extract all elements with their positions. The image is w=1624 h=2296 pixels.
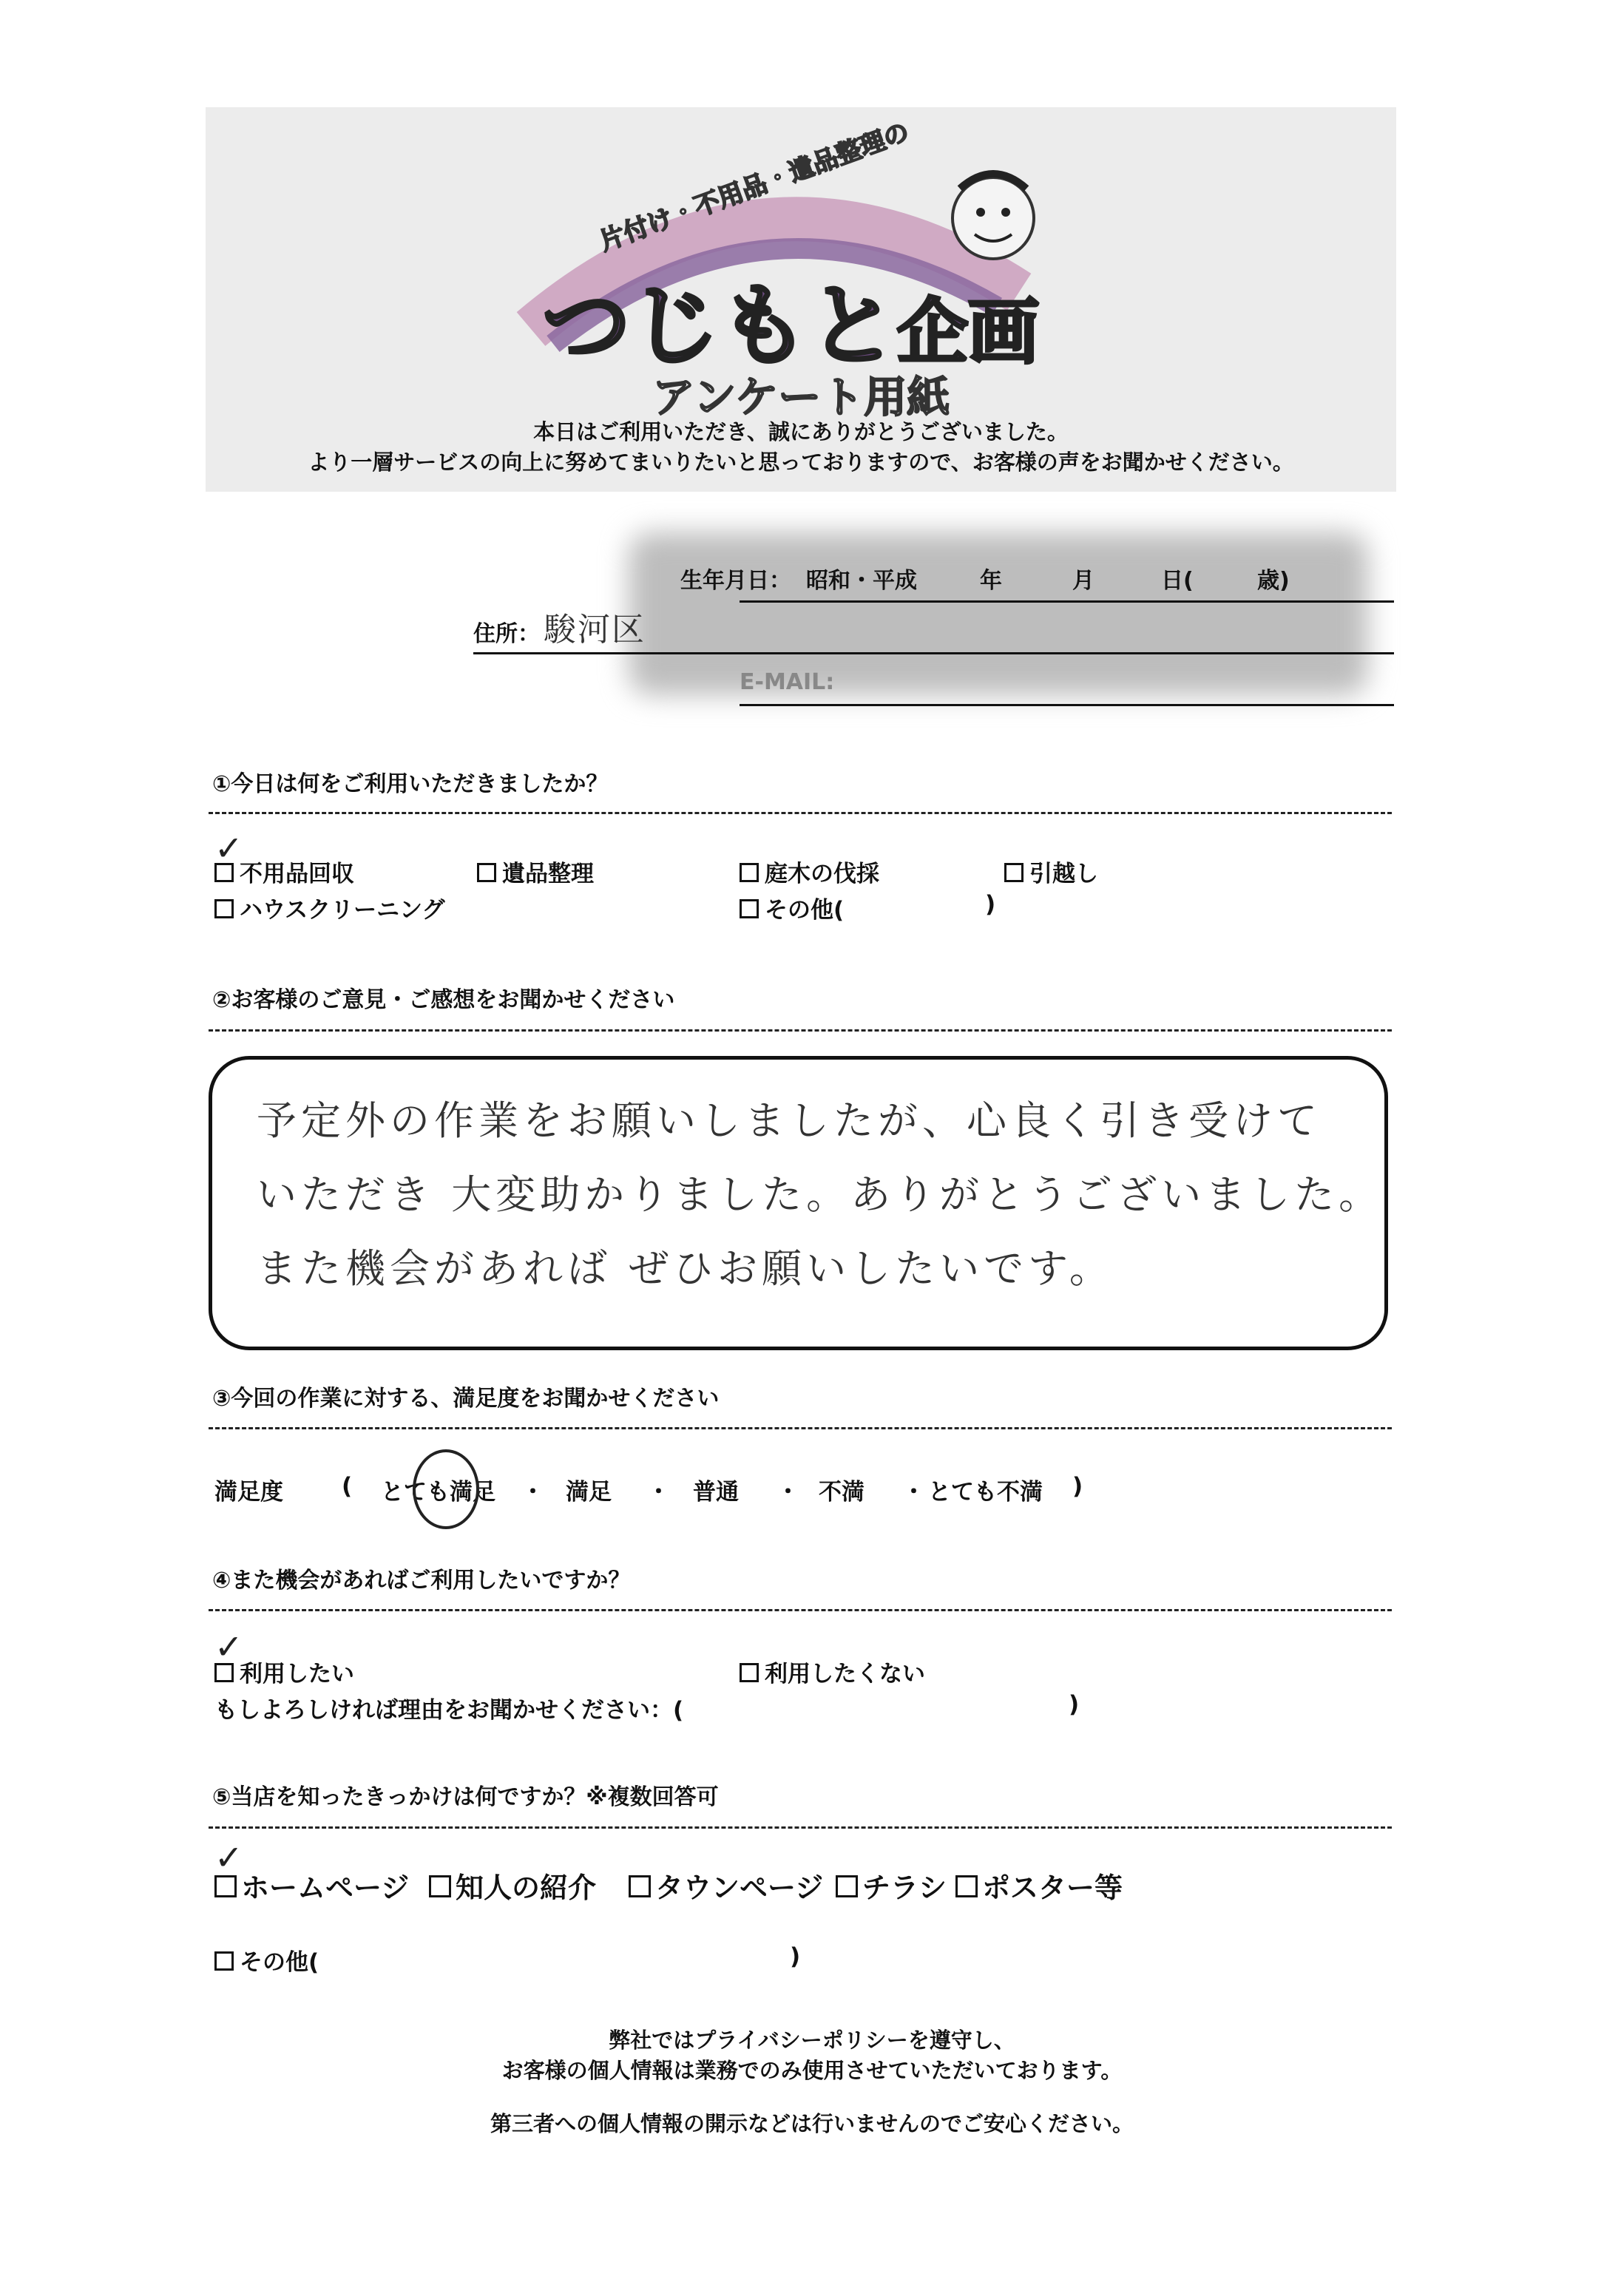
q4-option-no[interactable]: 利用したくない — [740, 1655, 925, 1688]
q5-option-homepage[interactable]: ホームページ — [214, 1865, 409, 1906]
logo-accent: 企画 — [897, 291, 1039, 373]
age-label: 歳) — [1257, 568, 1290, 594]
form-subtitle: アンケート用紙 — [652, 372, 950, 422]
q1-option-fuyouhin[interactable]: 不用品回収 — [214, 855, 354, 888]
privacy-line-3: 第三者への個人情報の開示などは行いませんのでご安心ください。 — [490, 2111, 1134, 2136]
q1-option-niwaki[interactable]: 庭木の伐採 — [740, 855, 879, 888]
q1-option-ihin[interactable]: 遺品整理 — [477, 855, 594, 888]
q1-title: ①今日は何をご利用いただきましたか？ — [212, 771, 609, 797]
q1-other-close: ) — [985, 891, 996, 918]
q3-divider — [209, 1427, 1392, 1429]
q3-title: ③今回の作業に対する、満足度をお聞かせください — [212, 1386, 720, 1412]
q1-check-mark: ✓ — [214, 828, 243, 868]
satisfaction-satisfied[interactable]: 満足 — [566, 1479, 612, 1506]
comment-box[interactable] — [209, 1056, 1388, 1350]
satisfaction-open-paren: ( — [342, 1473, 353, 1500]
q4-reason-label: もしよろしければ理由をお聞かせください：( — [214, 1697, 684, 1724]
q1-option-other[interactable]: その他( — [740, 891, 844, 924]
q1-divider — [209, 812, 1392, 814]
q4-option-yes[interactable]: 利用したい — [214, 1655, 354, 1688]
q5-option-townpage[interactable]: タウンページ — [629, 1865, 823, 1906]
satisfaction-very-dissatisfied[interactable]: とても不満 — [928, 1479, 1043, 1506]
q4-check-mark: ✓ — [214, 1627, 243, 1667]
arc-text: 片付け・不用品・遺品整理の — [595, 117, 913, 257]
privacy-line-2: お客様の個人情報は業務でのみ使用させていただいております。 — [501, 2058, 1123, 2083]
separator-3: ・ — [777, 1479, 799, 1506]
q5-option-other[interactable]: その他( — [214, 1943, 319, 1977]
era-options: 昭和・平成 — [806, 568, 917, 594]
satisfaction-very-satisfied[interactable]: とても満足 — [381, 1479, 495, 1506]
month-label: 月 — [1072, 568, 1094, 594]
separator-4: ・ — [902, 1479, 925, 1506]
q1-option-house-cleaning[interactable]: ハウスクリーニング — [214, 891, 444, 924]
birthdate-label: 生年月日： — [680, 568, 791, 594]
day-label: 日( — [1161, 568, 1194, 594]
header-banner — [206, 107, 1396, 492]
separator-2: ・ — [647, 1479, 670, 1506]
q4-title: ④また機会があればご利用したいですか？ — [212, 1568, 631, 1594]
q5-option-flyer[interactable]: チラシ — [836, 1865, 947, 1906]
satisfaction-neutral[interactable]: 普通 — [693, 1479, 739, 1506]
q2-title: ②お客様のご意見・ご感想をお聞かせください — [212, 987, 675, 1013]
q4-reason-close: ) — [1069, 1691, 1080, 1718]
intro-line-1: 本日はご利用いただき、誠にありがとうございました。 — [533, 419, 1069, 444]
address-handwritten: 駿河区 — [544, 611, 646, 648]
comment-line-3: また機会があれば ぜひお願いしたいです。 — [257, 1245, 1114, 1292]
comment-line-2: いただき 大変助かりました。ありがとうございました。 — [257, 1171, 1384, 1218]
q1-option-hikkoshi[interactable]: 引越し — [1004, 855, 1098, 888]
selection-circle — [413, 1449, 479, 1529]
satisfaction-label: 満足度 — [214, 1479, 283, 1506]
satisfaction-dissatisfied[interactable]: 不満 — [819, 1479, 865, 1506]
comment-line-1: 予定外の作業をお願いしましたが、心良く引き受けて — [257, 1097, 1322, 1144]
q2-divider — [209, 1029, 1392, 1032]
q5-other-close: ) — [790, 1943, 801, 1970]
q5-option-poster[interactable]: ポスター等 — [955, 1865, 1123, 1906]
privacy-line-1: 弊社ではプライバシーポリシーを遵守し、 — [609, 2028, 1015, 2053]
address-label: 住所： — [473, 621, 540, 647]
birthdate-line — [740, 600, 1394, 603]
q5-check-mark: ✓ — [214, 1838, 243, 1877]
address-line — [473, 652, 1394, 654]
q5-option-referral[interactable]: 知人の紹介 — [429, 1865, 596, 1906]
satisfaction-close-paren: ) — [1072, 1473, 1083, 1500]
q5-title: ⑤当店を知ったきっかけは何ですか？※複数回答可 — [212, 1784, 719, 1810]
intro-line-2: より一層サービスの向上に努めてまいりたいと思っておりますので、お客様の声をお聞かせください。 — [308, 450, 1294, 475]
q4-divider — [209, 1609, 1392, 1611]
separator-1: ・ — [521, 1479, 544, 1506]
logo-main: つじもと — [542, 275, 897, 378]
email-label: E-MAIL: — [740, 669, 835, 695]
year-label: 年 — [980, 568, 1002, 594]
q5-divider — [209, 1826, 1392, 1829]
email-line — [740, 704, 1394, 706]
